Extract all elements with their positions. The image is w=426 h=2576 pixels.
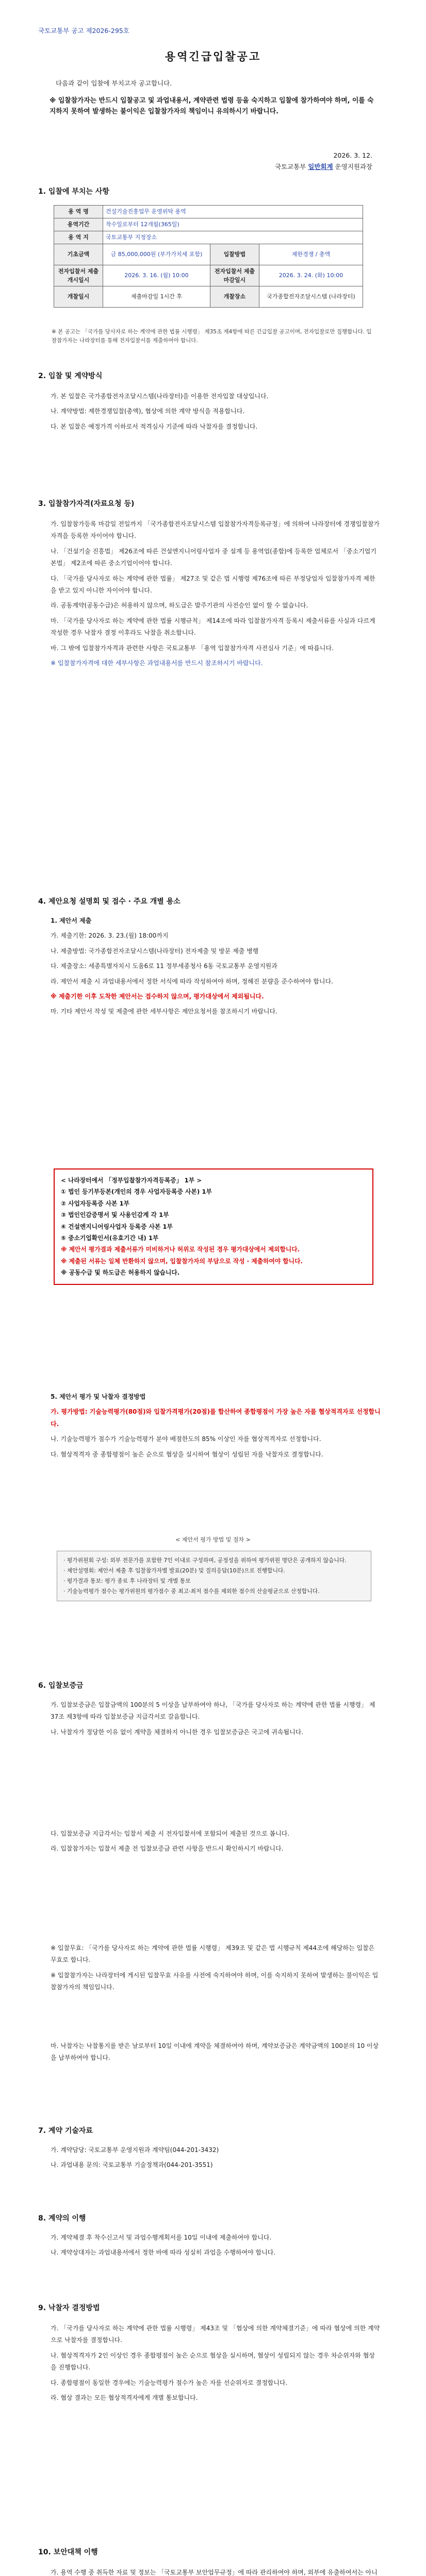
table-header-cell: 입찰방법	[210, 244, 259, 265]
list-item: 다. 본 입찰은 예정가격 이하로서 적격심사 기준에 따라 낙찰자를 결정합니다.	[51, 422, 258, 430]
section-8-body	[51, 2232, 381, 2262]
table-header-cell: 기초금액	[54, 244, 103, 265]
section-8-title: 8. 계약의 이행	[38, 2214, 86, 2223]
section-7-body	[51, 2144, 381, 2175]
box-line: · 평가위원회 구성: 외부 전문가를 포함한 7인 이내로 구성하며, 공정성을 위하여 평가위원 명단은 공개하지 않습니다.	[63, 1557, 347, 1564]
list-item: 가. 계약담당: 국토교통부 운영지원과 계약팀(044-201-3432)	[51, 2146, 219, 2154]
table-header-cell: 개찰일시	[54, 286, 103, 308]
list-item: 마. 「국가를 당사자로 하는 계약에 관한 법률 시행규칙」 제14조에 따라 입찰참가자격 등록시 제출서류를 사실과 다르게 작성한 경우 낙찰자 결정 이후라도 낙찰을 취소합니다.	[51, 617, 375, 637]
list-item: 라. 공동계약(공동수급)은 허용하지 않으며, 하도급은 발주기관의 사전승인 없이 할 수 없습니다.	[51, 602, 308, 609]
section-10-title: 10. 보안대책 이행	[38, 2548, 98, 2556]
list-item: 바. 그 밖에 입찰참가자격과 관련한 사항은 국토교통부 「용역 입찰참가자격 사전심사 기준」에 따릅니다.	[51, 644, 334, 652]
notice-date: 2026. 3. 12.	[333, 151, 372, 159]
remark-text: ※ 입찰참가자격에 대한 세부사항은 과업내용서를 반드시 참조하시기 바랍니다.	[51, 659, 263, 667]
list-item: 나. 제출방법: 국가종합전자조달시스템(나라장터) 전자제출 및 방문 제출 병행	[51, 947, 259, 955]
list-item: 가. 입찰보증금은 입찰금액의 100분의 5 이상을 납부하여야 하나, 「국가를 당사자로 하는 계약에 관한 법률 시행령」 제37조 제3항에 따라 입찰보증금 지급각서로 갈음합니다.	[51, 1701, 375, 1721]
table-cell: 2026. 3. 24. (화) 10:00	[259, 265, 363, 286]
table-row	[54, 206, 363, 218]
list-item: ※ 입찰참가자는 나라장터에 게시된 입찰무효 사유를 사전에 숙지하여야 하며, 이를 숙지하지 못하여 발생하는 불이익은 입찰참가자의 책임입니다.	[51, 1971, 379, 1991]
section-3-title: 3. 입찰참가자격(자료요청 등)	[38, 500, 135, 508]
table-header-cell: 전자입찰서 제출 개시일시	[54, 265, 103, 286]
warning-notice: ※ 입찰참가자는 반드시 입찰공고 및 과업내용서, 계약관련 법령 등을 숙지하고 입찰에 참가하여야 하며, 이를 숙지하지 못하여 발생하는 불이익은 입찰참가자의 책임이니 유의하시기 바랍니다.	[50, 97, 374, 115]
table-cell: 건설기술진흥업무 운영위탁 용역	[103, 206, 363, 218]
box-line: ① 법인 등기부등본(개인의 경우 사업자등록증 사본) 1부	[61, 1188, 212, 1196]
list-item: 마. 기타 제안서 작성 및 제출에 관한 세부사항은 제안요청서를 참조하시기 바랍니다.	[51, 1008, 277, 1015]
section-9-body	[51, 2323, 381, 2407]
evaluation-caption: < 제안서 평가 방법 및 절차 >	[175, 1536, 251, 1543]
box-line: ※ 공동수급 및 하도급은 허용하지 않습니다.	[61, 1269, 180, 1277]
box-line: · 제안설명회: 제안서 제출 후 입찰참가자별 발표(20분) 및 질의응답(10분)으로 진행합니다.	[63, 1567, 285, 1574]
box-line: ② 사업자등록증 사본 1부	[61, 1199, 130, 1207]
section-4-title: 4. 제안요청 설명회 및 접수 · 주요 개별 용소	[38, 897, 181, 906]
table-cell: 2026. 3. 16. (월) 10:00	[103, 265, 210, 286]
author-agency: 일반회계	[308, 163, 333, 171]
red-notice: ※ 제출기한 이후 도착한 제안서는 접수하지 않으며, 평가대상에서 제외됩니다.	[51, 992, 264, 1000]
box-line: ⑤ 중소기업확인서(유효기간 내) 1부	[61, 1234, 159, 1242]
bid-info-table	[54, 205, 363, 308]
required-documents-box	[54, 1168, 373, 1285]
table-header-cell: 개찰장소	[210, 286, 259, 308]
list-item: 라. 입찰참가자는 입찰서 제출 전 입찰보증금 관련 사항을 반드시 확인하시기 바랍니다.	[51, 1845, 284, 1853]
table-header-cell: 용 역 명	[54, 206, 103, 218]
list-item: 나. 과업내용 문의: 국토교통부 기술정책과(044-201-3551)	[51, 2161, 213, 2169]
section-6-title: 6. 입찰보증금	[38, 1682, 84, 1690]
section-2-title: 2. 입찰 및 계약방식	[38, 372, 103, 380]
table-cell: 국토교통부 지정장소	[103, 231, 363, 244]
list-item: ※ 입찰무효: 「국가를 당사자로 하는 계약에 관한 법률 시행령」 제39조 및 같은 법 시행규칙 제44조에 해당하는 입찰은 무효로 합니다.	[51, 1944, 375, 1964]
list-item: 가. 평가방법: 기술능력평가(80점)와 입찰가격평가(20점)를 합산하여 종합평점이 가장 높은 자를 협상적격자로 선정합니다.	[51, 1408, 381, 1428]
section-1-title: 1. 입찰에 부치는 사항	[38, 188, 109, 196]
list-item: 가. 용역 수행 중 취득한 자료 및 정보는 「국토교통부 보안업무규정」에 따라 관리하여야 하며, 외부에 유출하여서는 아니	[51, 2569, 378, 2576]
document-title: 용역긴급입찰공고	[165, 50, 261, 63]
notice-number: 국토교통부 공고 제2026-295호	[38, 27, 129, 35]
box-line: ④ 건설엔지니어링사업자 등록증 사본 1부	[61, 1223, 173, 1230]
author-ministry: 국토교통부	[274, 163, 306, 171]
table-cell: 착수일로부터 12개월(365일)	[103, 218, 363, 231]
box-line: · 기술능력평가 점수는 평가위원의 평가점수 중 최고·최저 점수를 제외한 점수의 산술평균으로 산정합니다.	[63, 1587, 320, 1595]
table-row	[54, 244, 363, 265]
list-item: 다. 제출장소: 세종특별자치시 도움6로 11 정부세종청사 6동 국토교통부 운영지원과	[51, 962, 277, 970]
table-cell: 제한경쟁 / 총액	[259, 244, 363, 265]
list-item: 나. 계약상대자는 과업내용서에서 정한 바에 따라 성실히 과업을 수행하여야 합니다.	[51, 2249, 276, 2257]
list-item: 나. 「건설기술 진흥법」 제26조에 따른 건설엔지니어링사업자 중 설계 등 용역업(종합)에 등록한 업체로서 「중소기업기본법」 제2조에 따른 중소기업이어야 합니다.	[51, 547, 376, 567]
section-6-body-a	[51, 1699, 381, 1741]
section-9-title: 9. 낙찰자 결정방법	[38, 2304, 100, 2312]
table-row	[54, 218, 363, 231]
list-item: 다. 입찰보증금 지급각서는 입찰서 제출 시 전자입찰서에 포함되어 제출된 것으로 봅니다.	[51, 1830, 290, 1837]
table-row	[54, 286, 363, 308]
evaluation-procedure-box	[57, 1551, 371, 1601]
list-item: 라. 제안서 제출 시 과업내용서에서 정한 서식에 따라 작성하여야 하며, 정해진 분량을 준수하여야 합니다.	[51, 977, 333, 985]
table-cell: 금 85,000,000원 (부가가치세 포함)	[103, 244, 210, 265]
table-cell: 제출마감일 1시간 후	[103, 286, 210, 308]
section-6-body-d	[51, 2040, 381, 2067]
list-item: 다. 협상적격자 중 종합평점이 높은 순으로 협상을 실시하여 협상이 성립된 자를 낙찰자로 결정합니다.	[51, 1450, 323, 1458]
table-row	[54, 265, 363, 286]
table-cell: 국가종합전자조달시스템 (나라장터)	[259, 286, 363, 308]
section-4-body	[51, 915, 381, 1021]
intro-text: 다음과 같이 입찰에 부치고자 공고합니다.	[56, 79, 172, 87]
list-item: 나. 낙찰자가 정당한 이유 없이 계약을 체결하지 아니한 경우 입찰보증금은 국고에 귀속됩니다.	[51, 1728, 304, 1736]
list-item: 나. 협상적격자가 2인 이상인 경우 종합평점이 높은 순으로 협상을 실시하며, 협상이 성립되지 않는 경우 차순위자와 협상을 진행합니다.	[51, 2351, 375, 2371]
sub-heading: 1. 제안서 제출	[51, 917, 92, 924]
list-item: 라. 협상 결과는 모든 협상적격자에게 개별 통보합니다.	[51, 2394, 198, 2401]
section-10-body	[51, 2567, 381, 2576]
section-5-body	[51, 1391, 381, 1464]
box-line: ③ 법인인감증명서 및 사용인감계 각 1부	[61, 1211, 169, 1219]
table-note: ※ 본 공고는 「국가를 당사자로 하는 계약에 관한 법률 시행령」 제35조 제4항에 따른 긴급입찰 공고이며, 전자입찰로만 집행합니다. 입찰참가자는 나라장터를 통해 전자입찰서를 제출하여야 합니다.	[52, 329, 372, 344]
section-6-body-b	[51, 1828, 381, 1858]
table-header-cell: 용 역 지	[54, 231, 103, 244]
list-item: 다. 「국가를 당사자로 하는 계약에 관한 법률」 제27조 및 같은 법 시행령 제76조에 따른 부정당업자 입찰참가자격 제한을 받고 있지 아니한 자이어야 합니다.	[51, 574, 375, 594]
section-2-body	[51, 391, 381, 436]
table-header-cell: 용역기간	[54, 218, 103, 231]
notice-author	[275, 162, 372, 172]
section-6-body-c	[51, 1942, 381, 1997]
list-item: 마. 낙찰자는 낙찰통지를 받은 날로부터 10일 이내에 계약을 체결하여야 하며, 계약보증금은 계약금액의 100분의 10 이상을 납부하여야 합니다.	[51, 2042, 379, 2062]
list-item: 가. 본 입찰은 국가종합전자조달시스템(나라장터)을 이용한 전자입찰 대상입니다.	[51, 393, 269, 400]
box-line: ※ 제출된 서류는 일체 반환하지 않으며, 입찰참가자의 부담으로 작성 · 제출하여야 합니다.	[61, 1257, 303, 1265]
section-3-body	[51, 518, 381, 672]
list-item: 나. 기술능력평가 점수가 기술능력평가 분야 배점한도의 85% 이상인 자를 협상적격자로 선정합니다.	[51, 1435, 321, 1443]
box-line: < 나라장터에서 「정부입찰참가자격등록증」 1부 >	[61, 1177, 202, 1184]
table-header-cell: 전자입찰서 제출 마감일시	[210, 265, 259, 286]
box-line: · 평가결과 통보: 평가 종료 후 나라장터 및 개별 통보	[63, 1577, 191, 1584]
list-item: 가. 입찰참가등록 마감일 전일까지 「국가종합전자조달시스템 입찰참가자격등록규정」에 의하여 나라장터에 경쟁입찰참가자격을 등록한 자이어야 합니다.	[51, 520, 380, 540]
list-item: 가. 계약체결 후 착수신고서 및 과업수행계획서를 10일 이내에 제출하여야 합니다.	[51, 2234, 272, 2241]
author-title: 운영지원과장	[335, 163, 372, 171]
list-item: 가. 제출기한: 2026. 3. 23.(월) 18:00까지	[51, 932, 169, 940]
list-item: 다. 종합평점이 동일한 경우에는 기술능력평가 점수가 높은 자를 선순위자로 결정합니다.	[51, 2379, 288, 2386]
box-line: ※ 제안서 평가결과 제출서류가 미비하거나 허위로 작성된 경우 평가대상에서 제외합니다.	[61, 1246, 300, 1253]
sub-heading: 5. 제안서 평가 및 낙찰자 결정방법	[51, 1393, 146, 1400]
table-row	[54, 231, 363, 244]
list-item: 나. 계약방법: 제한경쟁입찰(총액), 협상에 의한 계약 방식을 적용합니다.	[51, 408, 245, 415]
section-7-title: 7. 계약 기술자료	[38, 2127, 93, 2135]
list-item: 가. 「국가를 당사자로 하는 계약에 관한 법률 시행령」 제43조 및 「협상에 의한 계약체결기준」에 따라 협상에 의한 계약으로 낙찰자를 결정합니다.	[51, 2325, 380, 2344]
